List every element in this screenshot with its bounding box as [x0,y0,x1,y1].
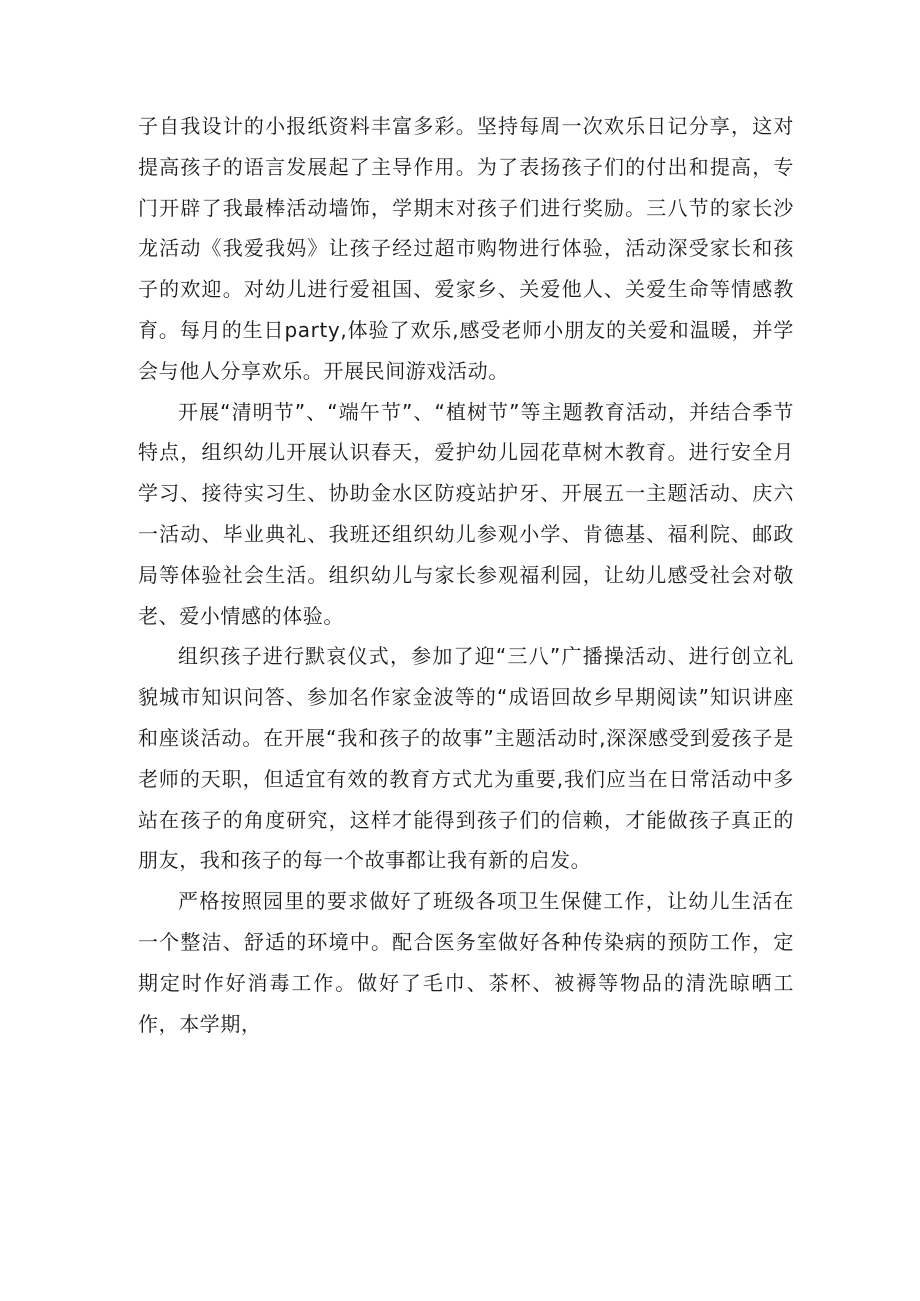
paragraph-1-continued: 子自我设计的小报纸资料丰富多彩。坚持每周一次欢乐日记分享，这对提高孩子的语言发展起了主导作用。为了表扬孩子们的付出和提高，专门开辟了我最棒活动墙饰，学期末对孩子们进行奖励。三八节的家长沙龙活动《我爱我妈》让孩子经过超市购物进行体验，活动深受家长和孩子的欢迎。对幼儿进行爱祖国、爱家乡、关爱他人、关爱生命等情感教育。每月的生日party,体验了欢乐,感受老师小朋友的关爱和温暖，并学会与他人分享欢乐。开展民间游戏活动。 [138,114,794,383]
paragraph-2: 开展“清明节”、“端午节”、“植树节”等主题教育活动，并结合季节特点，组织幼儿开展认识春天，爱护幼儿园花草树木教育。进行安全月学习、接待实习生、协助金水区防疫站护牙、开展五一主题活动、庆六一活动、毕业典礼、我班还组织幼儿参观小学、肯德基、福利院、邮政局等体验社会生活。组织幼儿与家长参观福利园，让幼儿感受社会对敬老、爱小情感的体验。 [138,399,794,628]
document-body [138,106,794,1044]
paragraph-4: 严格按照园里的要求做好了班级各项卫生保健工作，让幼儿生活在一个整洁、舒适的环境中。配合医务室做好各种传染病的预防工作，定期定时作好消毒工作。做好了毛巾、茶杯、被褥等物品的清洗晾晒工作，本学期， [138,889,794,1036]
paragraph-3: 组织孩子进行默哀仪式，参加了迎“三八”广播操活动、进行创立礼貌城市知识问答、参加名作家金波等的“成语回故乡早期阅读”知识讲座和座谈活动。在开展“我和孩子的故事”主题活动时,深深感受到爱孩子是老师的天职，但适宜有效的教育方式尤为重要,我们应当在日常活动中多站在孩子的角度研究，这样才能得到孩子们的信赖，才能做孩子真正的朋友，我和孩子的每一个故事都让我有新的启发。 [138,644,794,873]
